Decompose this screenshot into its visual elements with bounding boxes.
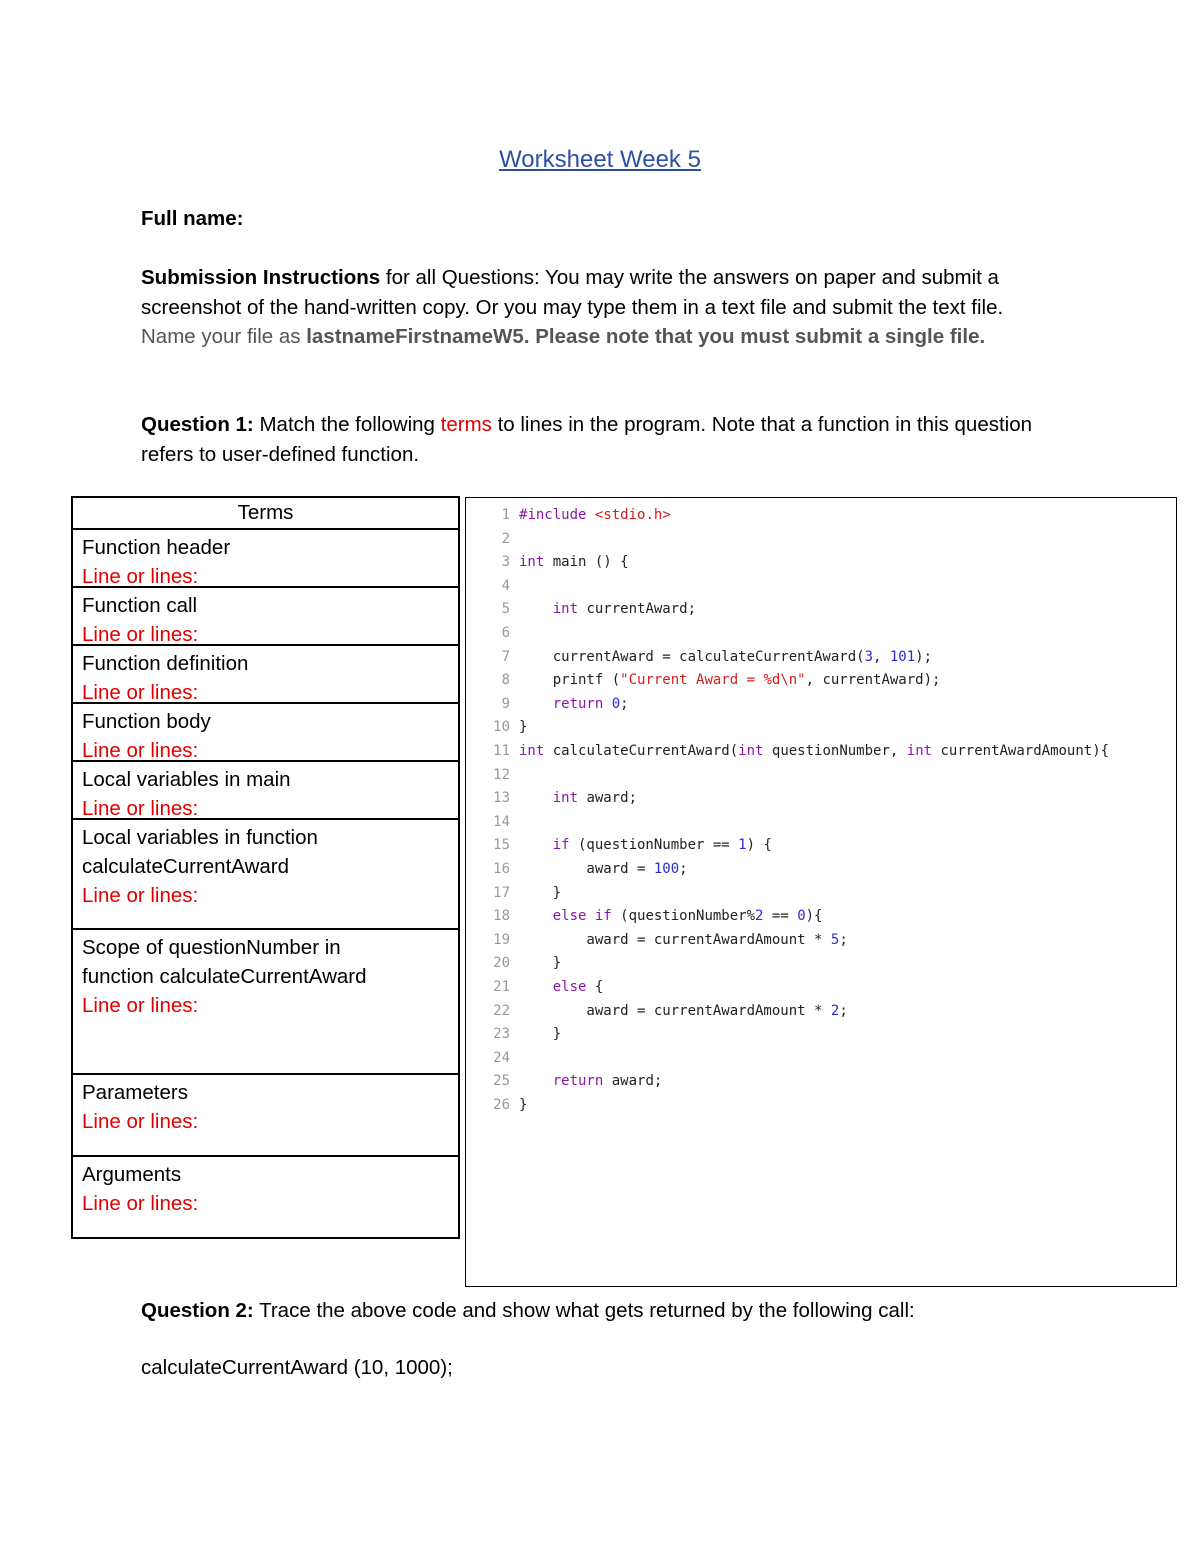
term-answer-label[interactable]: Line or lines: — [82, 739, 199, 762]
code-line: award = currentAwardAmount * 2; — [519, 1002, 848, 1019]
question-1-text-a: Match the following — [253, 413, 441, 436]
term-answer-label[interactable]: Line or lines: — [82, 797, 199, 820]
code-line: #include <stdio.h> — [519, 507, 671, 523]
code-line: int main () { — [519, 554, 629, 571]
code-line-number: 22 — [493, 1002, 510, 1019]
term-answer-label[interactable]: Line or lines: — [82, 565, 199, 588]
code-line: int award; — [552, 790, 638, 807]
term-label: Scope of questionNumber in function calculateCurrentAward — [82, 936, 367, 988]
term-answer-label[interactable]: Line or lines: — [82, 1192, 199, 1215]
question-1-highlight: terms — [440, 413, 492, 436]
question-1-text-b: to lines in the program. Note that a function in this question refers to user-defined function. — [141, 413, 1033, 466]
code-line: } — [519, 719, 528, 736]
code-line: return 0; — [552, 695, 629, 712]
code-line-number: 5 — [501, 601, 510, 618]
term-row — [73, 1157, 458, 1237]
term-row — [73, 1075, 458, 1157]
code-line: else if (questionNumber%2 == 0){ — [552, 908, 823, 925]
term-row — [73, 588, 458, 646]
code-line: award = currentAwardAmount * 5; — [519, 931, 848, 948]
code-line: } — [519, 884, 562, 901]
term-row — [73, 530, 458, 588]
code-line: else { — [552, 979, 604, 995]
term-row — [73, 762, 458, 820]
full-name-label: Full name: — [141, 207, 244, 230]
code-line: int currentAward; — [552, 601, 697, 618]
question-2-call: calculateCurrentAward (10, 1000); — [141, 1356, 453, 1379]
code-line: printf ("Current Award = %d\n", currentAward); — [519, 672, 941, 689]
code-line-number: 16 — [493, 861, 510, 877]
code-line-number: 19 — [493, 931, 510, 948]
term-label: Parameters — [82, 1081, 188, 1104]
code-line-number: 15 — [493, 837, 510, 854]
term-label: Function call — [82, 594, 198, 617]
term-label: Function header — [82, 536, 231, 559]
code-line: award = 100; — [519, 861, 688, 877]
code-line: return award; — [552, 1073, 663, 1090]
submission-name-hint: Name your file as — [141, 325, 307, 348]
code-line-number: 3 — [501, 554, 510, 571]
code-line-number: 14 — [493, 813, 510, 830]
terms-table — [71, 496, 460, 1239]
code-line: if (questionNumber == 1) { — [552, 837, 772, 854]
submission-text: for all Questions: You may write the answers on paper and submit a screenshot of the hand-written copy. Or you may type them in a text file and submit the text file. — [141, 266, 1004, 319]
term-label: Function definition — [82, 652, 249, 675]
code-line-number: 7 — [501, 648, 510, 665]
term-row — [73, 820, 458, 930]
term-answer-label[interactable]: Line or lines: — [82, 884, 199, 907]
code-line-number: 24 — [493, 1049, 510, 1066]
submission-instructions — [141, 263, 1061, 352]
code-line-number: 13 — [493, 790, 510, 807]
code-line: } — [519, 1097, 528, 1113]
code-line-number: 8 — [501, 672, 510, 689]
code-line-number: 12 — [493, 766, 510, 783]
term-answer-label[interactable]: Line or lines: — [82, 623, 199, 646]
term-label: Local variables in main — [82, 768, 291, 791]
question-1-label: Question 1: — [141, 413, 254, 436]
question-1 — [141, 410, 1061, 469]
term-label: Function body — [82, 710, 211, 733]
code-line-number: 1 — [501, 507, 510, 523]
code-line-number: 26 — [493, 1097, 510, 1113]
code-line-number: 9 — [501, 695, 510, 712]
term-label: Arguments — [82, 1163, 182, 1186]
term-row — [73, 930, 458, 1075]
question-2 — [141, 1296, 1061, 1326]
term-row — [73, 646, 458, 704]
code-line-number: 6 — [501, 625, 510, 641]
terms-table-header: Terms — [73, 498, 458, 530]
term-answer-label[interactable]: Line or lines: — [82, 681, 199, 704]
submission-filename: lastnameFirstnameW5 — [306, 325, 524, 348]
code-line-number: 21 — [493, 979, 510, 995]
question-2-label: Question 2: — [141, 1299, 254, 1322]
term-answer-label[interactable]: Line or lines: — [82, 994, 199, 1017]
code-line-number: 23 — [493, 1026, 510, 1043]
code-line-number: 17 — [493, 884, 510, 901]
term-answer-label[interactable]: Line or lines: — [82, 1110, 199, 1133]
submission-lead: Submission Instructions — [141, 266, 381, 289]
code-line: } — [519, 955, 562, 972]
code-line: currentAward = calculateCurrentAward(3, 101); — [519, 648, 933, 665]
code-listing — [465, 497, 1177, 1287]
code-line-number: 4 — [501, 577, 510, 594]
code-line-number: 11 — [493, 743, 510, 759]
code-line-number: 18 — [493, 908, 510, 925]
code-line: int calculateCurrentAward(int questionNumber, int currentAwardAmount){ — [519, 743, 1110, 759]
submission-note: . Please note that you must submit a single file. — [523, 325, 986, 348]
code-line: } — [519, 1026, 562, 1043]
term-label: Local variables in function calculateCurrentAward — [82, 826, 318, 878]
code-line-number: 20 — [493, 955, 510, 972]
question-2-text: Trace the above code and show what gets returned by the following call: — [253, 1299, 915, 1322]
code-line-number: 2 — [501, 530, 510, 547]
term-row — [73, 704, 458, 762]
page-title: Worksheet Week 5 — [499, 146, 701, 173]
code-line-number: 10 — [493, 719, 510, 736]
code-line-number: 25 — [493, 1073, 510, 1090]
